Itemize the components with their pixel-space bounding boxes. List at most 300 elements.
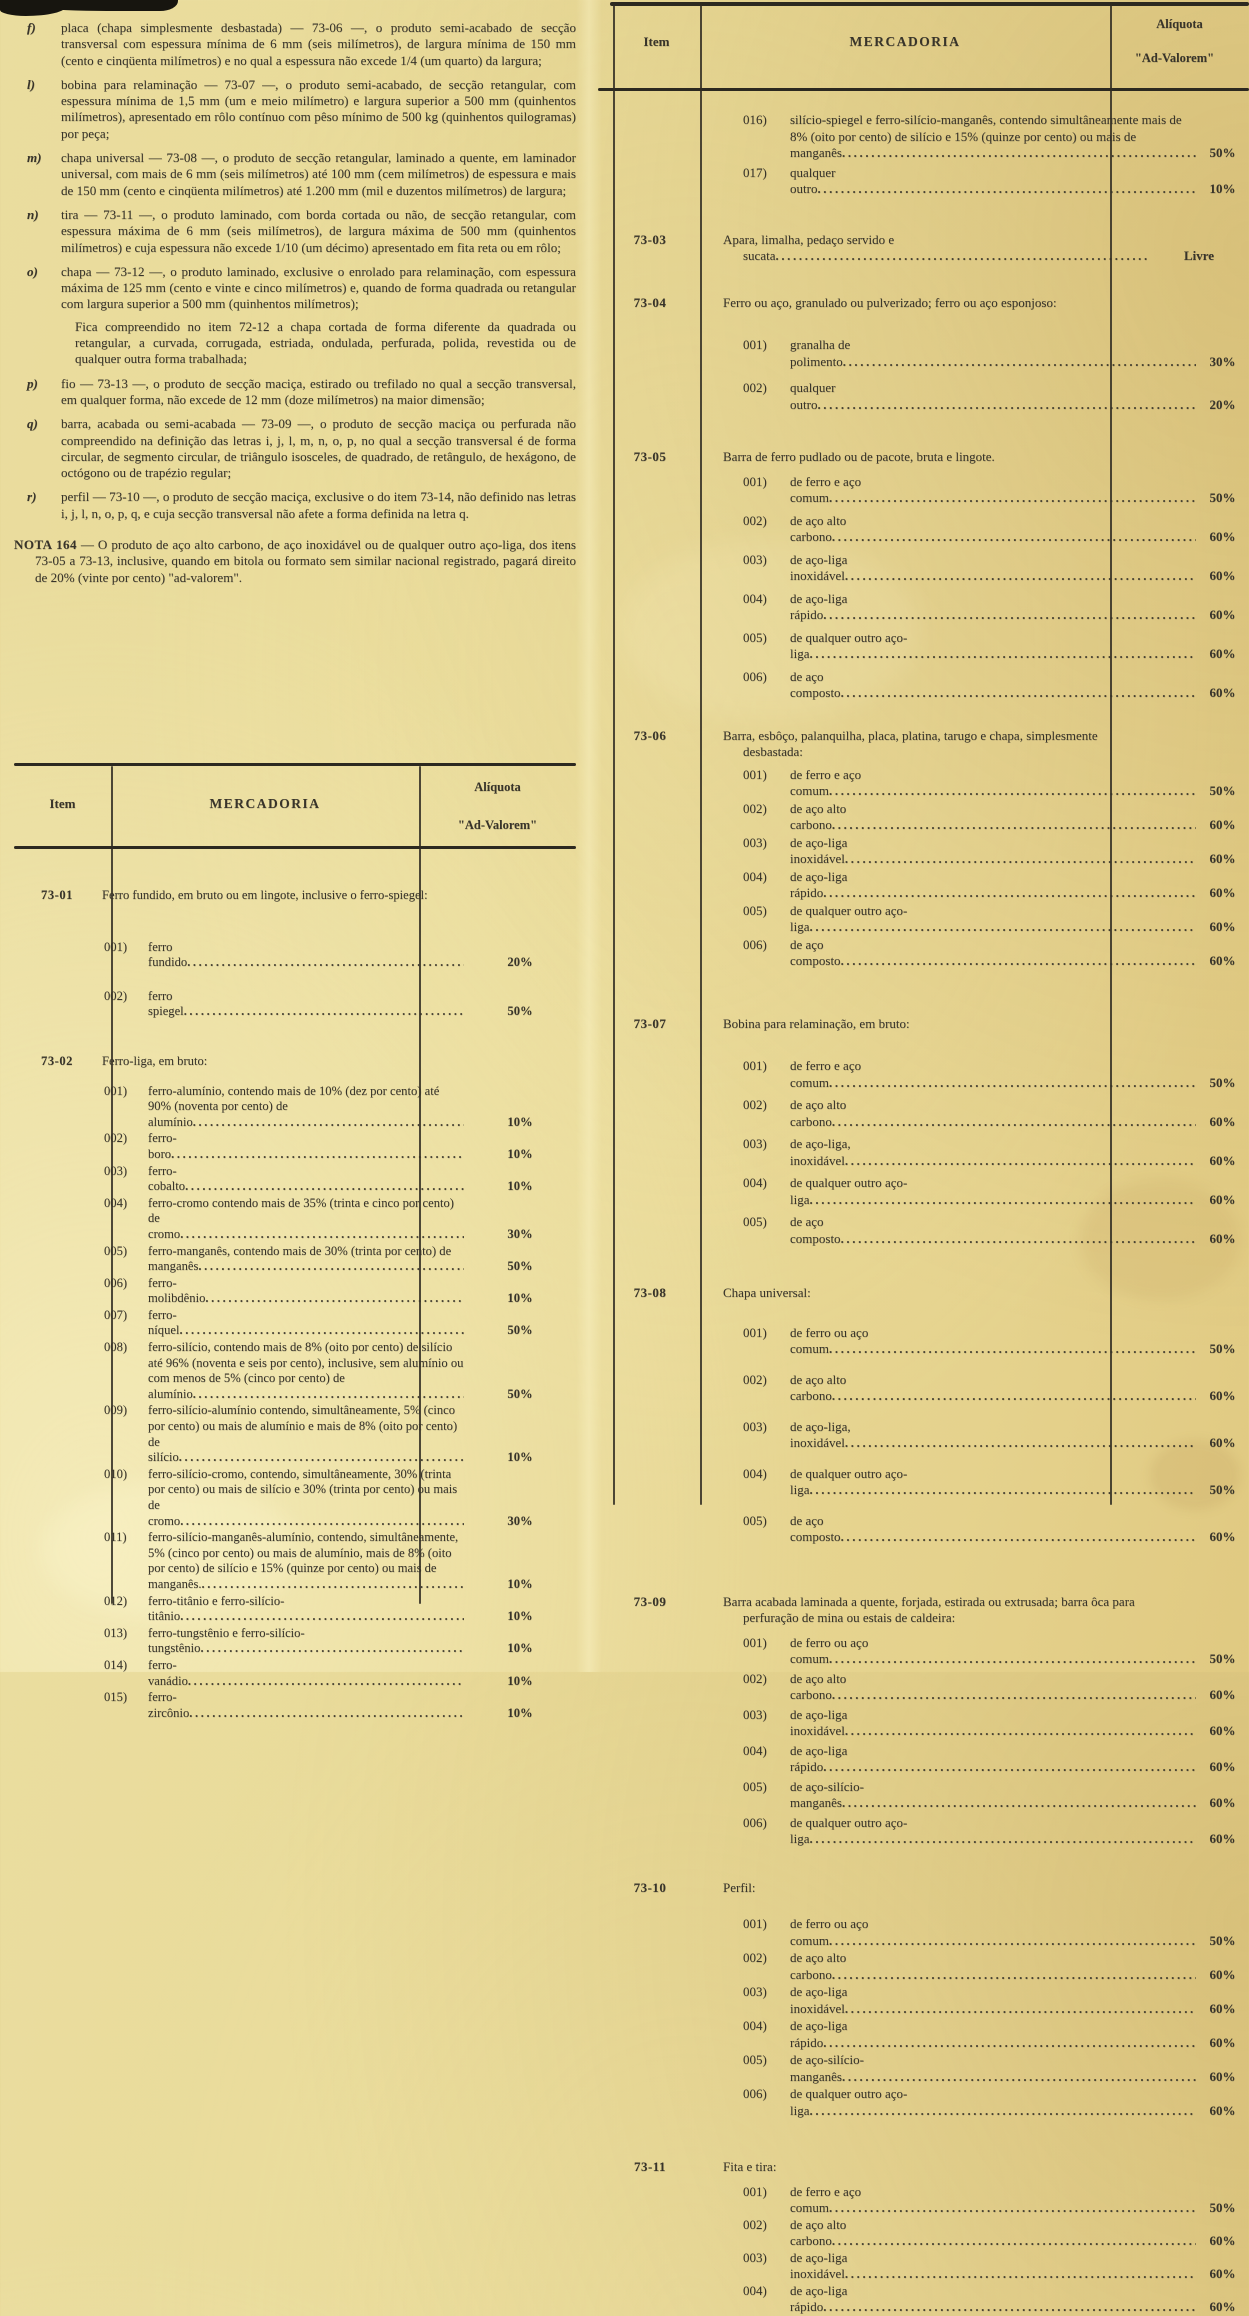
subitem-number: 002) — [104, 1131, 128, 1146]
subitem-description: 006) ferro-molibdênio ..... — [100, 1276, 464, 1307]
aliquota-value: 20% — [507, 955, 533, 970]
column-header-aliquota: Alíquota — [474, 780, 521, 794]
aliquota-value: 60% — [1209, 1152, 1236, 1168]
table-subrow — [600, 903, 1249, 936]
item-code: 73-04 — [633, 294, 667, 310]
subitem-number: 005) — [104, 1243, 128, 1258]
aliquota-value: 30% — [507, 1513, 533, 1528]
table-subrow — [14, 940, 576, 971]
aliquota-value: 60% — [1209, 1230, 1236, 1246]
table-subrow — [600, 1984, 1249, 2017]
table-subrow — [600, 552, 1249, 585]
subitem-description: 001) de ferro e aço comum ..... — [700, 474, 1196, 507]
subitem-description: 014) ferro-vanádio ..... — [100, 1658, 464, 1689]
subitem-number: 001) — [743, 473, 767, 489]
aliquota-value: 60% — [1209, 885, 1236, 900]
item-description-text: Bobina para relaminação, em bruto: — [723, 1015, 910, 1031]
subitem-description: 006) de aço composto ..... — [700, 937, 1196, 970]
aliquota-value: 50% — [1209, 145, 1236, 160]
subitem-number: 001) — [743, 2183, 767, 2199]
table-subrow — [600, 2018, 1249, 2051]
subitem-description: 006) de qualquer outro aço-liga ..... — [700, 1815, 1196, 1848]
paragraph-letter-label: r) — [27, 489, 37, 505]
table-subrow — [600, 2086, 1249, 2119]
subitem-number: 002) — [743, 2216, 767, 2232]
subitem-description: 008) ferro-silício, contendo mais de 8% (oito por cento) de silício até 96% (noventa e seis por cento), inclusive, sem alumínio ou com menos de 5% (cinco por cento) de alumínio ..... — [100, 1340, 464, 1402]
table-subrow — [600, 337, 1249, 370]
item-description-text: Ferro-liga, em bruto: — [102, 1053, 208, 1068]
table-subrow — [600, 2250, 1249, 2283]
column-header-advalorem: "Ad-Valorem" — [1134, 51, 1215, 65]
table-subrow — [600, 669, 1249, 702]
subitem-description: 002) de aço alto carbono ..... — [700, 1950, 1196, 1983]
subitem-description: 006) de aço composto ..... — [700, 669, 1196, 702]
aliquota-value: 10% — [507, 1673, 533, 1688]
subitem-description: 003) de aço-liga inoxidável ..... — [700, 2250, 1196, 2283]
table-subrow — [14, 1340, 576, 1402]
aliquota-value: 10% — [507, 1609, 533, 1624]
subitem-description: 003) de aço-liga inoxidável ..... — [700, 552, 1196, 585]
subitem-number: 003) — [743, 834, 767, 850]
aliquota-value: 60% — [1209, 2102, 1236, 2118]
subitem-description: 002) de aço alto carbono ..... — [700, 1372, 1196, 1405]
subitem-number: 011) — [104, 1530, 127, 1545]
table-subrow — [600, 835, 1249, 868]
definition-paragraph: p) fio — 73-13 —, o produto de secção maciça, estirado ou trefilado no qual a secção transversal, em qualquer forma, não excede de 12 mm (doze milímetros) na maior dimensão; — [27, 375, 576, 407]
item-code: 73-07 — [633, 1015, 667, 1031]
table-subrow — [600, 1175, 1249, 1208]
subitem-number: 004) — [743, 868, 767, 884]
subitem-number: 015) — [104, 1690, 128, 1705]
definition-paragraph: f) placa (chapa simplesmente desbastada) — 73-06 —, o produto semi-acabado de secção transversal com espessura mínima de 6 mm (seis milímetros), de largura mínima de 150 mm (cento e cinqüenta milímetros) e no qual a espessura não excede 1/4 (um quarto) da largura; — [27, 20, 576, 68]
table-subrow — [14, 1084, 576, 1131]
subitem-number: 006) — [743, 936, 767, 952]
subitem-description: 003) de aço-liga inoxidável ..... — [700, 835, 1196, 868]
definition-paragraph: r) perfil — 73-10 —, o produto de secção maciça, exclusive o do item 73-14, não definido nas letras i, j, l, n, o, p, q, e cuja secção transversal não afete a forma definida na letra q. — [27, 489, 576, 521]
subitem-number: 008) — [104, 1340, 128, 1355]
table-subrow — [14, 1244, 576, 1275]
nota-label: NOTA 164 — [14, 537, 77, 553]
item-code: 73-06 — [633, 727, 667, 743]
item-description — [100, 888, 438, 904]
paragraph-letter-label: l) — [27, 76, 35, 92]
subitem-number: 001) — [743, 1058, 767, 1073]
table-subrow — [600, 1466, 1249, 1499]
subitem-description: 005) de qualquer outro aço-liga ..... — [700, 903, 1196, 936]
subitem-description: 006) de qualquer outro aço-liga ..... — [700, 2086, 1196, 2119]
aliquota-value: 10% — [507, 1114, 533, 1129]
subitem-description: 003) ferro-cobalto ..... — [100, 1164, 464, 1195]
definition-paragraph: Fica compreendido no item 72-12 a chapa cortada de forma diferente da quadrada ou retangular, a curvada, corrugada, estriada, ondulada, perfurada, polida, revestida ou de qualquer outra forma trabalhada; — [75, 318, 576, 367]
item-code: 73-01 — [41, 888, 73, 902]
subitem-number: 005) — [743, 1214, 767, 1229]
table-subrow — [600, 1950, 1249, 1983]
definition-paragraph: m) chapa universal — 73-08 —, o produto de secção retangular, laminado a quente, em laminador universal, com mais de 6 mm (seis milímetros) até 100 mm (cem milímetros) de espessura e mais de 150 mm (cento e cinqüenta milímetros) até 1.200 mm (mil e duzentos milímetros) de largura; — [27, 150, 576, 198]
table-subrow — [600, 1419, 1249, 1452]
table-subrow — [14, 1196, 576, 1243]
subitem-number: 004) — [743, 2018, 767, 2033]
paragraph-letter-label: f) — [27, 20, 36, 35]
subitem-number: 002) — [743, 512, 767, 528]
subitem-description: 003) de aço-liga, inoxidável ..... — [700, 1136, 1196, 1169]
subitem-number: 001) — [743, 1324, 767, 1340]
subitem-number: 002) — [743, 380, 767, 395]
aliquota-value: 60% — [1209, 685, 1236, 700]
subitem-description: 002) ferro spiegel ..... — [100, 989, 464, 1020]
nota-164: NOTA 164 — O produto de aço alto carbono, de aço inoxidável ou de qualquer outro aço-liga, dos itens 73-05 a 73-13, inclusive, quando em bitola ou formato sem similar nacional registrado, pagará direito de 20% (vinte por cento) "ad-valorem". — [14, 537, 576, 585]
table-subrow — [600, 1097, 1249, 1130]
subitem-description: 004) ferro-cromo contendo mais de 35% (trinta e cinco por cento) de cromo ..... — [100, 1196, 464, 1243]
item-code: 73-09 — [633, 1593, 667, 1609]
subitem-description: 004) de aço-liga rápido ..... — [700, 2018, 1196, 2051]
subitem-description: 002) de aço alto carbono ..... — [700, 1671, 1196, 1704]
table-subrow — [600, 2052, 1249, 2085]
column-header-mercadoria: MERCADORIA — [209, 796, 321, 811]
aliquota-value: 10% — [507, 1179, 533, 1194]
subitem-number: 005) — [743, 629, 767, 645]
subitem-description: 005) ferro-manganês, contendo mais de 30% (trinta por cento) de manganês ..... — [100, 1244, 464, 1275]
item-description — [700, 2159, 1149, 2176]
subitem-number: 016) — [743, 112, 767, 127]
subitem-number: 001) — [743, 766, 767, 782]
subitem-description: 004) de aço-liga rápido ..... — [700, 2283, 1196, 2316]
subitem-number: 007) — [104, 1307, 128, 1322]
aliquota-value: 50% — [1209, 1932, 1236, 1948]
item-code: 73-03 — [633, 231, 667, 247]
item-description — [700, 728, 1149, 761]
subitem-description: 005) de qualquer outro aço-liga ..... — [700, 630, 1196, 663]
subitem-description: 002) de aço alto carbono ..... — [700, 2217, 1196, 2250]
table-subrow — [14, 1164, 576, 1195]
aliquota-value: 50% — [1209, 1341, 1236, 1356]
subitem-description: 005) de aço composto ..... — [700, 1214, 1196, 1247]
subitem-number: 003) — [743, 1706, 767, 1722]
subitem-number: 004) — [743, 1465, 767, 1481]
aliquota-value: 60% — [1209, 1831, 1236, 1846]
subitem-number: 002) — [104, 988, 128, 1003]
aliquota-value: 50% — [507, 1386, 533, 1401]
table-subrow — [600, 630, 1249, 663]
aliquota-value: 60% — [1209, 1113, 1236, 1129]
table-row — [600, 232, 1249, 265]
item-description — [700, 449, 1149, 466]
table-subrow — [600, 767, 1249, 800]
table-subrow — [14, 1530, 576, 1592]
subitem-number: 004) — [104, 1195, 128, 1210]
aliquota-value: 30% — [507, 1226, 533, 1241]
definition-paragraph: q) barra, acabada ou semi-acabada — 73-09 —, o produto de secção maciça ou perfurada não compreendido na definição das letras i, j, l, m, n, o, p, no qual a secção transversal é de forma circular, de segmento circular, de triângulo isosceles, de quadrado, de retângulo, de hexágono, de octógono ou de trapézio regular; — [27, 416, 576, 481]
aliquota-value: 60% — [1209, 568, 1236, 583]
subitem-description: 001) de ferro e aço comum ..... — [700, 2184, 1196, 2217]
subitem-number: 009) — [104, 1403, 128, 1418]
column-header-item: Item — [643, 34, 670, 49]
table-row — [600, 2159, 1249, 2176]
table-row — [600, 1594, 1249, 1627]
item-description-text: Ferro fundido, em bruto ou em lingote, inclusive o ferro-spiegel: — [102, 888, 428, 902]
paragraph-letter-label: q) — [27, 416, 38, 432]
subitem-description: 001) granalha de polimento ..... — [700, 337, 1196, 370]
subitem-description: 001) ferro fundido ..... — [100, 940, 464, 971]
aliquota-value: 10% — [507, 1146, 533, 1161]
subitem-description: 004) de qualquer outro aço-liga ..... — [700, 1466, 1196, 1499]
aliquota-value: 50% — [1209, 783, 1236, 798]
subitem-description: 001) ferro-alumínio, contendo mais de 10% (dez por cento) até 90% (noventa por cento) de alumínio ..... — [100, 1084, 464, 1131]
subitem-number: 006) — [743, 2086, 767, 2101]
subitem-number: 005) — [743, 1512, 767, 1528]
aliquota-value: 10% — [507, 1450, 533, 1465]
subitem-number: 001) — [743, 337, 767, 352]
definition-paragraph: o) chapa — 73-12 —, o produto laminado, exclusive o enrolado para relaminação, com espessura máxima de 125 mm (cento e vinte e cinco milímetros) e, quando de forma quadrada ou retangular com largura superior a 500 mm (quinhentos milímetros); — [27, 263, 576, 312]
subitem-description: 002) de aço alto carbono ..... — [700, 801, 1196, 834]
table-subrow — [14, 1658, 576, 1689]
item-description-text: Ferro ou aço, granulado ou pulverizado; ferro ou aço esponjoso: — [723, 294, 1057, 310]
subitem-description: 001) de ferro e aço comum ..... — [700, 767, 1196, 800]
subitem-description: 001) de ferro ou aço comum ..... — [700, 1325, 1196, 1358]
item-description-text: Fita e tira: — [723, 2159, 777, 2174]
item-code: 73-11 — [633, 2159, 667, 2174]
table-subrow — [14, 1467, 576, 1529]
subitem-number: 002) — [743, 1950, 767, 1965]
aliquota-value: 60% — [1209, 2266, 1236, 2281]
aliquota-value: 60% — [1209, 2299, 1236, 2314]
subitem-description: 017) qualquer outro ..... — [700, 165, 1196, 198]
subitem-number: 001) — [743, 1916, 767, 1931]
subitem-number: 002) — [743, 1670, 767, 1686]
subitem-number: 010) — [104, 1466, 128, 1481]
table-subrow — [600, 112, 1249, 162]
aliquota-value: 60% — [1209, 919, 1236, 934]
subitem-description: 010) ferro-silício-cromo, contendo, simultâneamente, 30% (trinta por cento) ou mais de silício e 30% (trinta por cento) ou mais de cromo ..... — [100, 1467, 464, 1529]
table-subrow — [600, 869, 1249, 902]
table-subrow — [600, 2217, 1249, 2250]
column-header-item: Item — [49, 796, 76, 811]
item-description — [700, 1594, 1149, 1627]
aliquota-value: 20% — [1209, 396, 1236, 412]
torn-edge-mark — [0, 0, 66, 16]
left-table-body — [14, 846, 576, 1721]
table-subrow — [14, 1403, 576, 1465]
aliquota-value: 60% — [1209, 1723, 1236, 1738]
subitem-description: 003) de aço-liga inoxidável ..... — [700, 1707, 1196, 1740]
aliquota-value: 50% — [507, 1323, 533, 1338]
aliquota-value: 60% — [1209, 1529, 1236, 1544]
subitem-number: 005) — [743, 1778, 767, 1794]
subitem-description: 004) de aço-liga rápido ..... — [700, 1743, 1196, 1776]
subitem-number: 006) — [104, 1275, 128, 1290]
table-row — [600, 449, 1249, 466]
aliquota-value: 60% — [1209, 1435, 1236, 1450]
item-description-text: Apara, limalha, pedaço servido e sucata — [723, 231, 895, 263]
subitem-description: 002) qualquer outro ..... — [700, 380, 1196, 413]
item-description-text: Perfil: — [723, 1879, 756, 1895]
item-description-text: Barra de ferro pudlado ou de pacote, bruta e lingote. — [723, 449, 995, 464]
subitem-description: 016) silício-spiegel e ferro-silício-manganês, contendo simultâneamente mais de 8% (oito por cento) de silício e 15% (quinze por cento) ou mais de manganês ..... — [700, 112, 1196, 162]
subitem-description: 001) de ferro ou aço comum ..... — [700, 1635, 1196, 1668]
aliquota-value: 50% — [1209, 490, 1236, 505]
table-subrow — [600, 165, 1249, 198]
subitem-description: 002) de aço alto carbono ..... — [700, 513, 1196, 546]
table-top-rule — [610, 2, 1249, 6]
subitem-number: 002) — [743, 1371, 767, 1387]
subitem-number: 006) — [743, 668, 767, 684]
table-subrow — [600, 1058, 1249, 1091]
subitem-description: 013) ferro-tungstênio e ferro-silício-tungstênio ..... — [100, 1626, 464, 1657]
aliquota-value: 50% — [1209, 2200, 1236, 2215]
item-description-text: Barra, esbôço, palanquilha, placa, platina, tarugo e chapa, simplesmente desbastada: — [723, 727, 1098, 759]
aliquota-value: 60% — [1209, 2233, 1236, 2248]
subitem-number: 004) — [743, 2282, 767, 2298]
table-subrow — [600, 1513, 1249, 1546]
item-code: 73-10 — [633, 1879, 667, 1895]
aliquota-value: 50% — [507, 1259, 533, 1274]
subitem-description: 002) de aço alto carbono ..... — [700, 1097, 1196, 1130]
table-subrow — [600, 1707, 1249, 1740]
table-subrow — [600, 1671, 1249, 1704]
subitem-number: 006) — [743, 1814, 767, 1830]
subitem-number: 012) — [104, 1593, 128, 1608]
table-row — [600, 1880, 1249, 1897]
subitem-description: 015) ferro-zircônio ..... — [100, 1690, 464, 1721]
table-row — [600, 728, 1249, 761]
subitem-description: 012) ferro-titânio e ferro-silício-titânio ..... — [100, 1594, 464, 1625]
item-description-text: Chapa universal: — [723, 1285, 811, 1300]
subitem-number: 004) — [743, 1175, 767, 1190]
table-row — [14, 1054, 576, 1070]
right-table-body — [600, 88, 1249, 2316]
table-row — [600, 1016, 1249, 1033]
item-description — [700, 232, 1149, 265]
table-subrow — [600, 1214, 1249, 1247]
aliquota-value: 60% — [1209, 1795, 1236, 1810]
aliquota-value: 60% — [1209, 2034, 1236, 2050]
paragraph-letter-label: n) — [27, 206, 39, 222]
column-header-mercadoria: MERCADORIA — [849, 34, 961, 49]
subitem-description: 004) de qualquer outro aço-liga ..... — [700, 1175, 1196, 1208]
aliquota-value: 60% — [1209, 1388, 1236, 1403]
item-description — [700, 1016, 1149, 1033]
subitem-number: 003) — [104, 1163, 128, 1178]
subitem-number: 014) — [104, 1657, 128, 1672]
column-header-advalorem: "Ad-Valorem" — [457, 818, 538, 832]
subitem-number: 003) — [743, 1984, 767, 1999]
right-tariff-table — [600, 0, 1249, 2314]
table-subrow — [600, 801, 1249, 834]
table-row — [14, 888, 576, 904]
aliquota-value: 50% — [1209, 1651, 1236, 1666]
table-subrow — [14, 989, 576, 1020]
subitem-number: 003) — [743, 1136, 767, 1151]
item-code: 73-08 — [633, 1285, 667, 1300]
subitem-description: 003) de aço-liga, inoxidável ..... — [700, 1419, 1196, 1452]
table-subrow — [600, 1743, 1249, 1776]
aliquota-value: 10% — [507, 1291, 533, 1306]
subitem-number: 004) — [743, 590, 767, 606]
subitem-description: 009) ferro-silício-alumínio contendo, simultâneamente, 5% (cinco por cento) ou mais de alumínio e mais de 8% (oito por cento) de silício ..... — [100, 1403, 464, 1465]
table-subrow — [14, 1690, 576, 1721]
item-description — [700, 1285, 1149, 1302]
aliquota-value: 60% — [1209, 851, 1236, 866]
subitem-description: 011) ferro-silício-manganês-alumínio, contendo, simultâneamente, 5% (cinco por cento) ou mais de alumínio, mais de 8% (oito por cento) de silício e 15% (quinze por cento) ou mais de manganês. ..... — [100, 1530, 464, 1592]
table-subrow — [600, 1372, 1249, 1405]
item-description — [700, 295, 1149, 312]
table-row — [600, 295, 1249, 312]
subitem-description: 001) de ferro ou aço comum ..... — [700, 1916, 1196, 1949]
aliquota-value: 10% — [507, 1705, 533, 1720]
aliquota-value: 10% — [507, 1641, 533, 1656]
subitem-description: 004) de aço-liga rápido ..... — [700, 591, 1196, 624]
item-description-text: Barra acabada laminada a quente, forjada, estirada ou extrusada; barra ôca para perfuração de mina ou estais de caldeira: — [723, 1593, 1135, 1625]
table-subrow — [14, 1594, 576, 1625]
table-subrow — [14, 1308, 576, 1339]
aliquota-value: 60% — [1209, 607, 1236, 622]
column-header-aliquota: Alíquota — [1156, 17, 1203, 31]
definitions-prose — [14, 20, 576, 586]
table-subrow — [600, 380, 1249, 413]
aliquota-value: 50% — [1209, 1482, 1236, 1497]
table-subrow — [600, 513, 1249, 546]
table-subrow — [14, 1131, 576, 1162]
subitem-number: 005) — [743, 902, 767, 918]
aliquota-value: 60% — [1209, 1966, 1236, 1982]
aliquota-value: 50% — [1209, 1074, 1236, 1090]
aliquota-value: 10% — [1209, 181, 1236, 196]
subitem-number: 003) — [743, 2249, 767, 2265]
table-subrow — [600, 1779, 1249, 1812]
table-subrow — [600, 2184, 1249, 2217]
table-subrow — [600, 1635, 1249, 1668]
left-tariff-table — [14, 758, 576, 1720]
aliquota-value: Livre — [1183, 248, 1215, 263]
table-subrow — [14, 1626, 576, 1657]
paragraph-letter-label: m) — [27, 150, 42, 166]
table-top-rule — [14, 763, 576, 766]
table-subrow — [600, 1325, 1249, 1358]
subitem-number: 017) — [743, 164, 767, 180]
subitem-number: 001) — [104, 1083, 128, 1098]
aliquota-value: 60% — [1209, 2068, 1236, 2084]
subitem-number: 005) — [743, 2052, 767, 2067]
aliquota-value: 60% — [1209, 1687, 1236, 1702]
aliquota-value: 60% — [1209, 2000, 1236, 2016]
table-subrow — [600, 1136, 1249, 1169]
aliquota-value: 60% — [1209, 529, 1236, 544]
item-description — [100, 1054, 438, 1070]
definition-paragraph: l) bobina para relaminação — 73-07 —, o produto semi-acabado, de secção retangular, com espessura mínima de 1,5 mm (um e meio milímetro) e largura superior a 500 mm (quinhentos milímetros), apresentado em rôlo contínuo com pêso mínimo de 500 kg (quinhentos quilogramas) por peça; — [27, 76, 576, 141]
subitem-number: 001) — [104, 939, 128, 954]
subitem-number: 002) — [743, 1097, 767, 1112]
table-subrow — [600, 1815, 1249, 1848]
subitem-number: 004) — [743, 1742, 767, 1758]
subitem-number: 003) — [743, 1418, 767, 1434]
aliquota-value: 30% — [1209, 353, 1236, 369]
aliquota-value: 10% — [507, 1576, 533, 1591]
subitem-description: 005) de aço-silício-manganês ..... — [700, 1779, 1196, 1812]
item-description — [700, 1880, 1149, 1897]
paragraph-letter-label: p) — [27, 375, 38, 391]
aliquota-value: 60% — [1209, 1191, 1236, 1207]
table-subrow — [600, 1916, 1249, 1949]
subitem-description: 005) de aço composto ..... — [700, 1513, 1196, 1546]
subitem-description: 002) ferro-boro ..... — [100, 1131, 464, 1162]
aliquota-value: 50% — [507, 1004, 533, 1019]
table-subrow — [14, 1276, 576, 1307]
aliquota-value: 60% — [1209, 646, 1236, 661]
table-subrow — [600, 2283, 1249, 2316]
table-subrow — [600, 474, 1249, 507]
paragraph-letter-label: o) — [27, 263, 38, 279]
subitem-description: 001) de ferro e aço comum ..... — [700, 1058, 1196, 1091]
aliquota-value: 60% — [1209, 953, 1236, 968]
